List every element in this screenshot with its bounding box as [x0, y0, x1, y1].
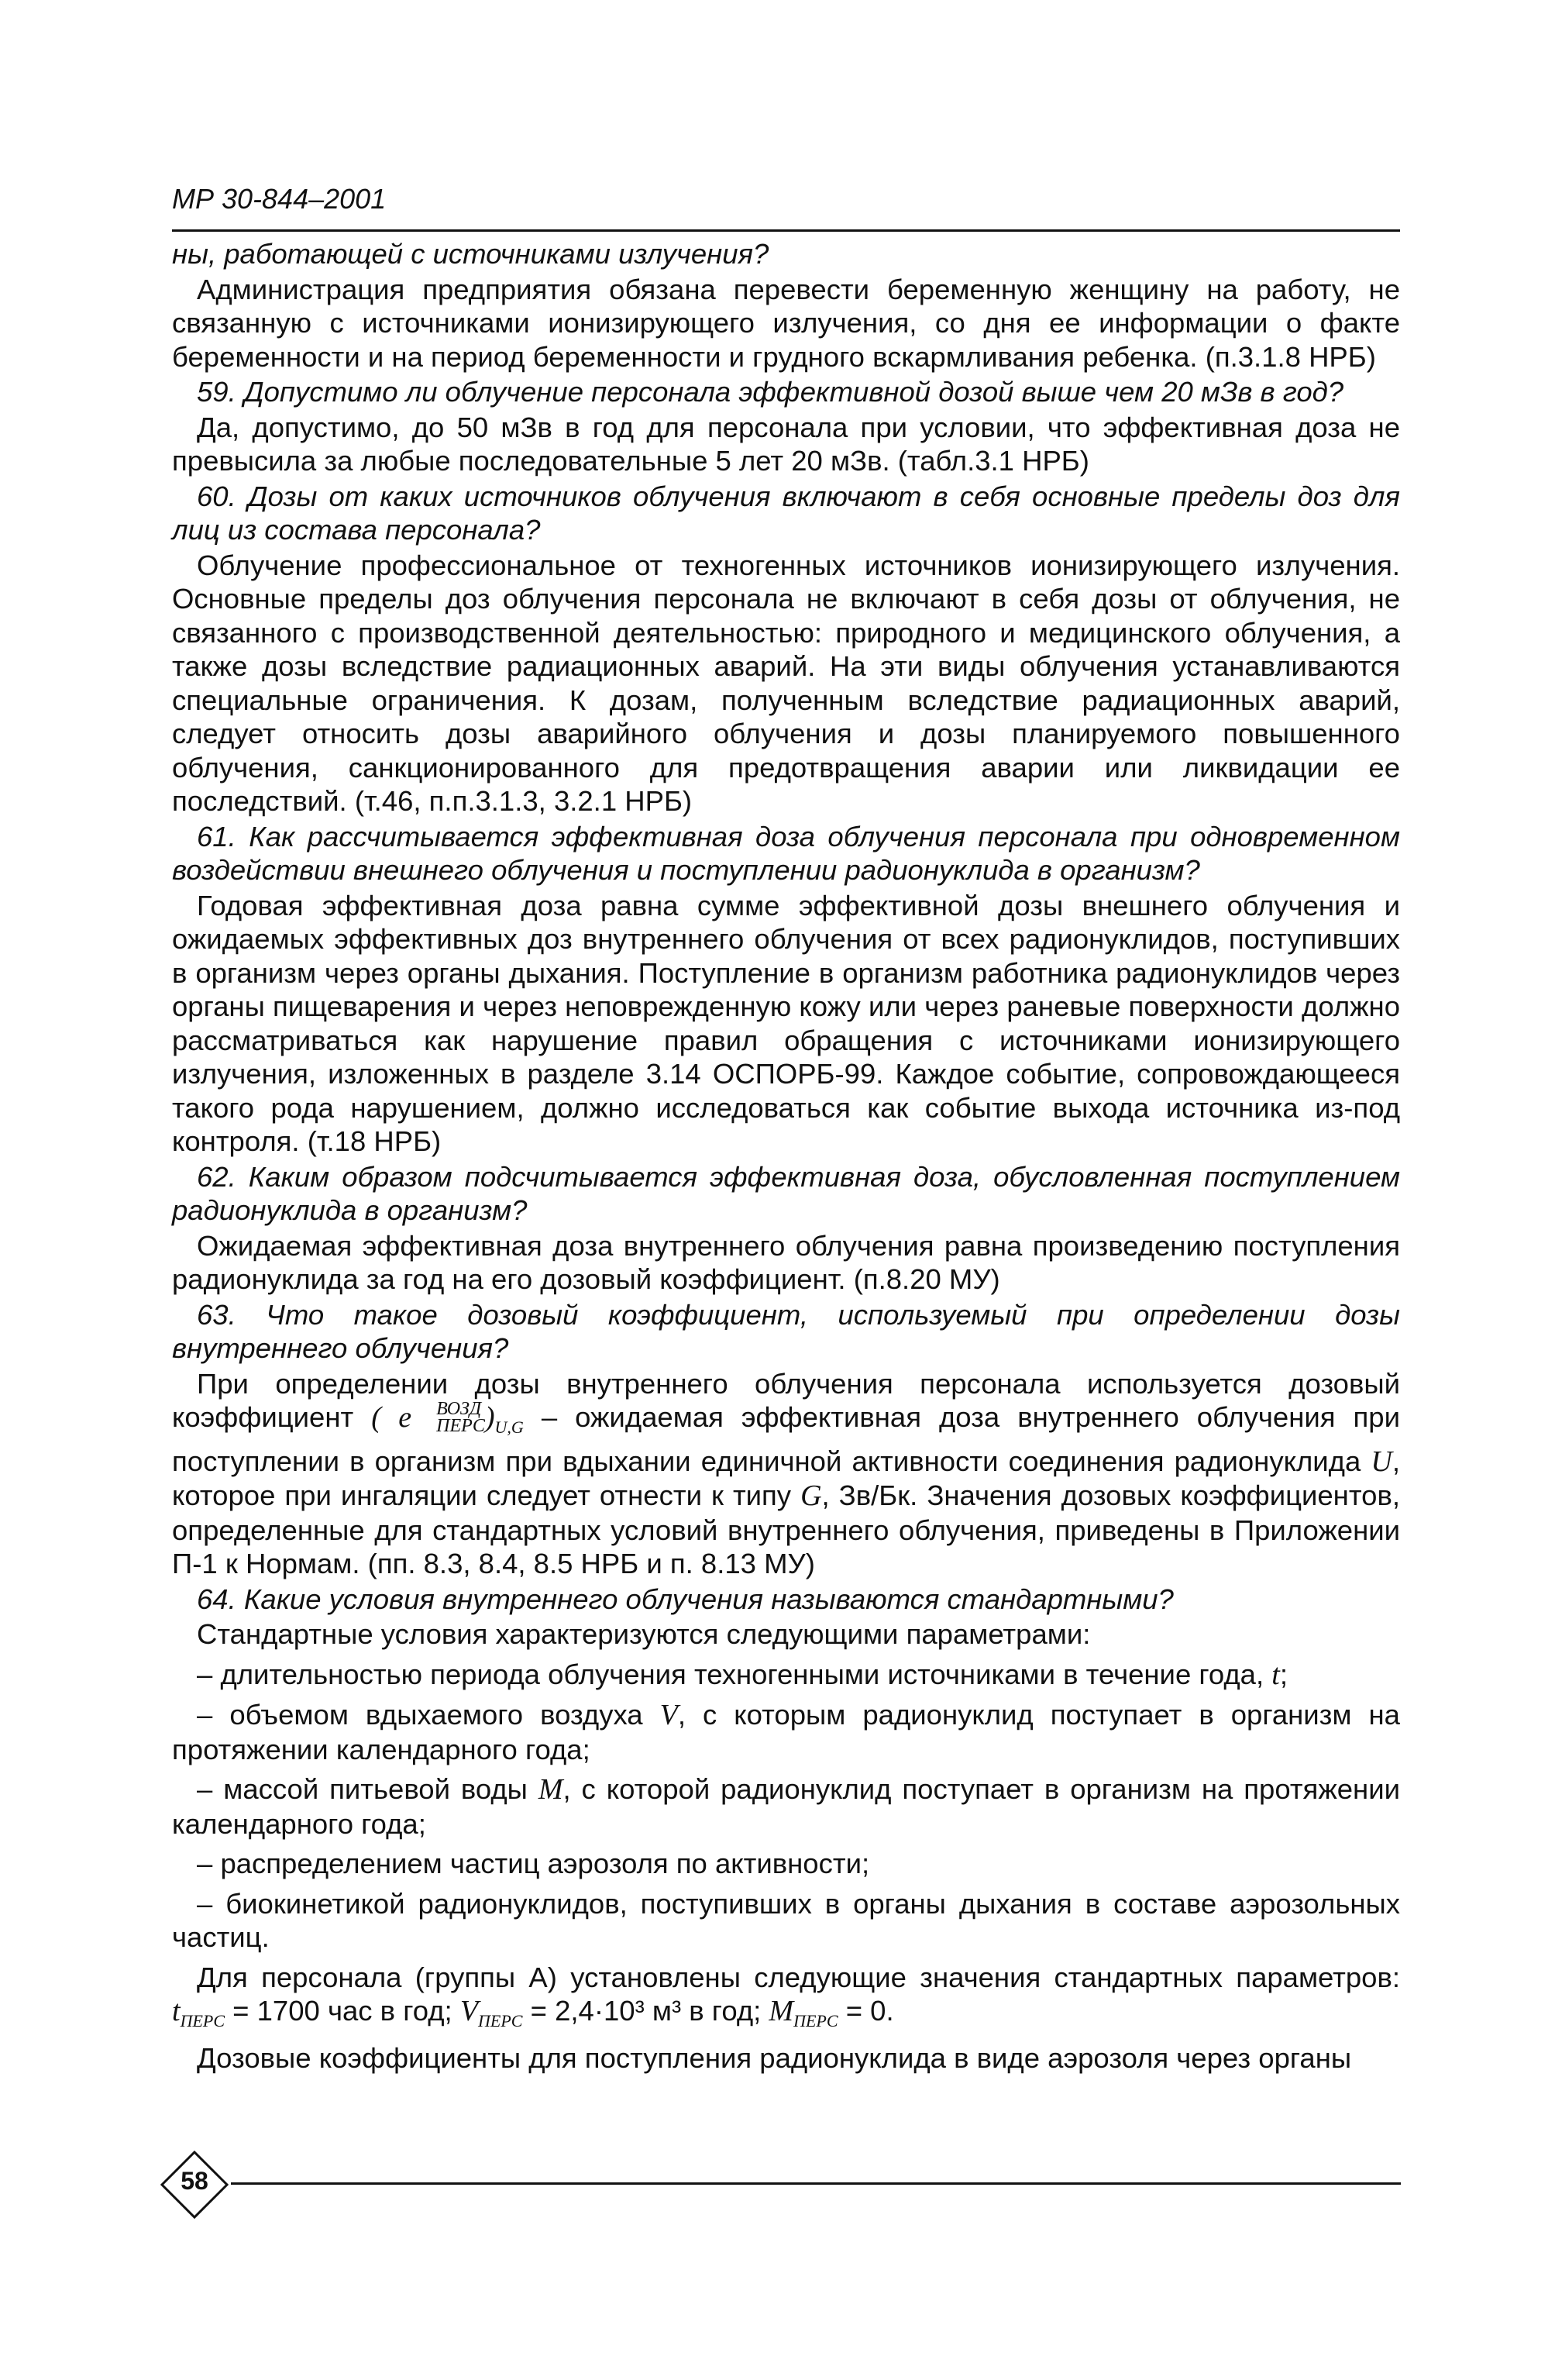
footer-rule	[231, 2182, 1401, 2185]
answer-63-after-formula: – ожидаемая эффективная доза внутреннего облучения при поступлении в организм при вдыхании единичной активности соединения радионуклида	[172, 1401, 1400, 1477]
question-59: 59. Допустимо ли облучение персонала эффективной дозой выше чем 20 мЗв в год?	[197, 376, 1344, 408]
final-line: Дозовые коэффициенты для поступления радионуклида в виде аэрозоля через органы	[197, 2041, 1352, 2074]
page-body	[172, 237, 1400, 2076]
answer-63-mid: , которое при ингаляции следует отнести к типу	[172, 1445, 1400, 1511]
question-60: 60. Дозы от каких источников облучения включают в себя основные пределы доз для лиц из состава персонала?	[172, 480, 1400, 546]
std-list-item-2: – объемом вдыхаемого воздуха V, с которым радионуклид поступает в организм на протяжении календарного года;	[172, 1699, 1400, 1765]
answer-63-lead: При определении дозы внутреннего облучения персонала используется дозовый коэффициент	[172, 1367, 1400, 1433]
variable-u: U	[1371, 1445, 1392, 1478]
question-64: 64. Какие условия внутреннего облучения называются стандартными?	[197, 1583, 1174, 1615]
document-id-header: МР 30-844–2001	[172, 183, 387, 215]
question-61: 61. Как рассчитывается эффективная доза облучения персонала при одновременном воздействии внешнего облучения и поступлении радионуклида в организм?	[172, 820, 1400, 886]
standard-values-paragraph: Для персонала (группы А) установлены следующие значения стандартных параметров: $t_{ПЕРС} = 1700$ час в год; $V_{ПЕРС} = 2,4\cdot 10^3$ м³ в год; $M_{ПЕРС} = 0$.	[172, 1961, 1400, 2030]
page-footer	[160, 2150, 1399, 2220]
answer-61: Годовая эффективная доза равна сумме эффективной дозы внешнего облучения и ожидаемых эффективных доз внутреннего облучения от всех радионуклидов, поступивших в организм через органы дыхания. Поступление в организм работника радионуклидов через органы пищеварения и через неповрежденную кожу или через раневые поверхности должно рассматриваться как нарушение правил обращения с источниками ионизирующего излучения, изложенных в разделе 3.14 ОСПОРБ-99. Каждое событие, сопровождающееся такого рода нарушением, должно исследоваться как событие выхода источника из-под контроля. (т.18 НРБ)	[172, 889, 1400, 1157]
answer-paragraph: Администрация предприятия обязана перевести беременную женщину на работу, не связанную с источниками ионизирующего излучения, со дня ее информации о факте беременности и на период беременности и грудного вскармливания ребенка. (п.3.1.8 НРБ)	[172, 273, 1400, 373]
question-63: 63. Что такое дозовый коэффициент, используемый при определении дозы внутреннего облучения?	[172, 1298, 1400, 1364]
std-list-item-5: – биокинетикой радионуклидов, поступивших в органы дыхания в составе аэрозольных частиц.	[172, 1887, 1400, 1953]
answer-63-tail: , Зв/Бк. Значения дозовых коэффициентов, определенные для стандартных условий внутреннего облучения, приведены в Приложении П-1 к Нормам. (пп. 8.3, 8.4, 8.5 НРБ и п. 8.13 МУ)	[172, 1479, 1400, 1579]
question-continuation: ны, работающей с источниками излучения?	[172, 238, 769, 270]
std-list-item-4: – распределением частиц аэрозоля по активности;	[197, 1848, 870, 1879]
dose-coefficient-formula: ( e ВОЗД ПЕРС )$_{U,G}$	[371, 1399, 524, 1437]
standard-conditions-intro: Стандартные условия характеризуются следующими параметрами:	[197, 1618, 1091, 1650]
std-list-item-3: – массой питьевой воды M, с которой радионуклид поступает в организм на протяжении календарного года;	[172, 1773, 1400, 1840]
page-number: 58	[181, 2167, 208, 2195]
variable-g: G	[800, 1479, 822, 1512]
header-rule	[172, 229, 1400, 232]
std-list-item-1: – длительностью периода облучения техногенными источниками в течение года, t;	[197, 1658, 1288, 1691]
answer-62: Ожидаемая эффективная доза внутреннего облучения равна произведению поступления радионуклида за год на его дозовый коэффициент. (п.8.20 МУ)	[172, 1229, 1400, 1295]
answer-63	[172, 1367, 1400, 1581]
question-62: 62. Каким образом подсчитывается эффективная доза, обусловленная поступлением радионуклида в организм?	[172, 1160, 1400, 1226]
answer-59: Да, допустимо, до 50 мЗв в год для персонала при условии, что эффективная доза не превысила за любые последовательные 5 лет 20 мЗв. (табл.3.1 НРБ)	[172, 411, 1400, 477]
answer-60: Облучение профессиональное от техногенных источников ионизирующего излучения. Основные пределы доз облучения персонала не включают в себя дозы от облучения, не связанного с производственной деятельностью: природного и медицинского облучения, а также дозы вследствие радиационных аварий. На эти виды облучения устанавливаются специальные ограничения. К дозам, полученным вследствие радиационных аварий, следует относить дозы аварийного облучения и дозы планируемого повышенного облучения, санкционированного для предотвращения аварии или ликвидации ее последствий. (т.46, п.п.3.1.3, 3.2.1 НРБ)	[172, 549, 1400, 817]
